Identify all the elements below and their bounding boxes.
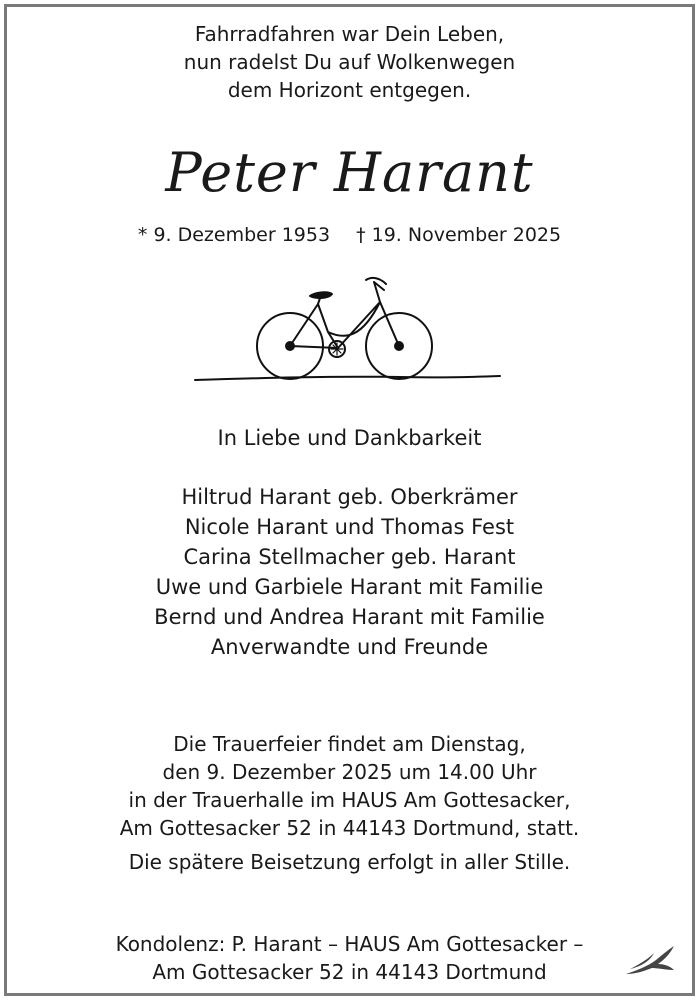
handlebar [366, 278, 386, 302]
family-list [0, 482, 699, 662]
death-date: † 19. November 2025 [356, 224, 562, 246]
deceased-name: Peter Harant [165, 141, 534, 204]
family-member: Nicole Harant und Thomas Fest [184, 515, 515, 539]
family-member: Carina Stellmacher geb. Harant [183, 545, 516, 569]
seat [310, 292, 332, 298]
condolence-line: Am Gottesacker 52 in 44143 Dortmund [152, 960, 547, 984]
service-info [0, 730, 699, 842]
service-line: in der Trauerhalle im HAUS Am Gottesacker, [128, 788, 571, 812]
bicycle-icon [190, 270, 510, 390]
poem-line: dem Horizont entgegen. [227, 78, 472, 102]
family-member: Hiltrud Harant geb. Oberkrämer [181, 485, 518, 509]
poem-line: nun radelst Du auf Wolkenwegen [183, 50, 516, 74]
family-member: Bernd und Andrea Harant mit Familie [154, 605, 545, 629]
family-member: Anverwandte und Freunde [210, 635, 489, 659]
swallow-icon [624, 944, 676, 978]
service-line: Die Trauerfeier findet am Dienstag, [173, 732, 526, 756]
family-heading: In Liebe und Dankbarkeit [217, 426, 482, 450]
life-dates [0, 222, 699, 248]
condolence-info [0, 930, 699, 986]
ground-line [195, 376, 500, 380]
birth-date: * 9. Dezember 1953 [137, 224, 331, 246]
poem [0, 20, 699, 104]
service-line: den 9. Dezember 2025 um 14.00 Uhr [162, 760, 537, 784]
poem-line: Fahrradfahren war Dein Leben, [194, 22, 505, 46]
family-member: Uwe und Garbiele Harant mit Familie [155, 575, 544, 599]
burial-note: Die spätere Beisetzung erfolgt in aller Stille. [128, 850, 571, 874]
condolence-line: Kondolenz: P. Harant – HAUS Am Gottesacker – [115, 932, 584, 956]
service-line: Am Gottesacker 52 in 44143 Dortmund, statt. [119, 816, 580, 840]
bike-frame [290, 302, 399, 348]
